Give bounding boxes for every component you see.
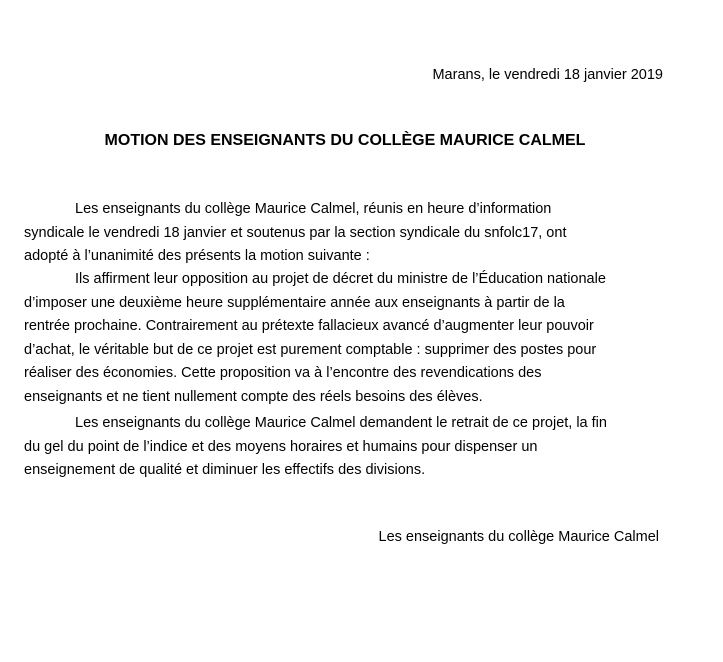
document-title: MOTION DES ENSEIGNANTS DU COLLÈGE MAURICE CALMEL xyxy=(104,132,586,149)
paragraph-line: rentrée prochaine. Contrairement au prétexte fallacieux avancé d’augmenter leur pouvoir xyxy=(24,318,594,334)
paragraph-line: d’imposer une deuxième heure supplémentaire année aux enseignants à partir de la xyxy=(24,294,565,311)
paragraph-line: Les enseignants du collège Maurice Calmel, réunis en heure d’information xyxy=(75,201,552,217)
paragraph-line: enseignement de qualité et diminuer les effectifs des divisions. xyxy=(24,462,426,478)
paragraph-3 xyxy=(24,412,664,483)
paragraph-line: syndicale le vendredi 18 janvier et soutenus par la section syndicale du snfolc17, ont xyxy=(24,224,567,241)
paragraph-line: adopté à l’unanimité des présents la motion suivante : xyxy=(24,248,370,264)
paragraph-line: Ils affirment leur opposition au projet de décret du ministre de l’Éducation nationale xyxy=(75,271,606,287)
paragraph-line: enseignants et ne tient nullement compte des réels besoins des élèves. xyxy=(24,388,483,405)
paragraph-line: d’achat, le véritable but de ce projet est purement comptable : supprimer des postes pour xyxy=(24,341,597,358)
date-line: Marans, le vendredi 18 janvier 2019 xyxy=(432,67,663,83)
paragraph-line: du gel du point de l’indice et des moyens horaires et humains pour dispenser un xyxy=(24,438,538,455)
paragraph-1 xyxy=(24,198,664,269)
paragraph-line: Les enseignants du collège Maurice Calmel demandent le retrait de ce projet, la fin xyxy=(75,415,607,431)
signature: Les enseignants du collège Maurice Calmel xyxy=(378,529,659,545)
paragraph-line: réaliser des économies. Cette proposition va à l’encontre des revendications des xyxy=(24,365,542,381)
paragraph-2 xyxy=(24,268,664,409)
